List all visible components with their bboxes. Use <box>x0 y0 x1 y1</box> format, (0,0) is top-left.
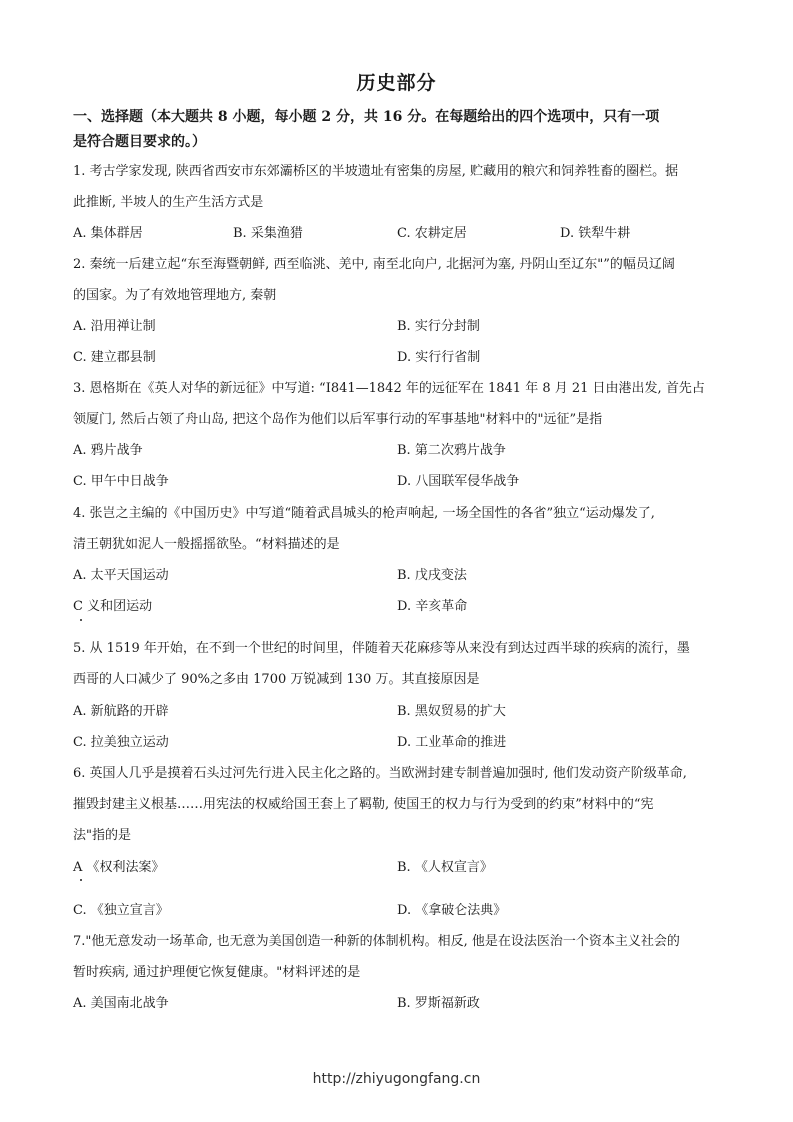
q7-stem-line2: 暂时疾病, 通过护理便它恢复健康。"材料评述的是 <box>73 965 361 980</box>
q6-stem-line3: 法"指的是 <box>73 828 131 843</box>
q6-stem-line2: 摧毁封建主义根基……用宪法的权威给国王套上了羁勒, 使国王的权力与行为受到的约束”材料中的“宪 <box>73 797 654 812</box>
q2-stem-line1: 2. 秦统一后建立起“东至海暨朝鲜, 西至临洮、羌中, 南至北向户, 北据河为塞, 丹阴山至辽东"”的幅员辽阔 <box>73 257 675 272</box>
q3-option-a: A. 鸦片战争 <box>73 443 143 458</box>
q2-stem-line2: 的国家。为了有效地管理地方, 秦朝 <box>73 288 277 303</box>
q3-stem-line2: 领厦门, 然后占领了舟山岛, 把这个岛作为他们以后军事行动的军事基地"材料中的"远征”是指 <box>73 412 603 427</box>
q1-option-c: C. 农耕定居 <box>397 226 467 241</box>
q4-option-b: B. 戊戌变法 <box>397 568 467 583</box>
q1-option-d: D. 铁犁牛耕 <box>560 226 631 241</box>
q5-stem-line1: 5. 从 1519 年开始，在不到一个世纪的时间里，伴随着天花麻疹等从来没有到达过西半球的疾病的流行，墨 <box>73 641 690 656</box>
q2-option-d: D. 实行行省制 <box>397 350 481 365</box>
q1-option-b: B. 采集渔猎 <box>233 226 303 241</box>
q5-option-c: C. 拉美独立运动 <box>73 735 169 750</box>
q1-stem-line1: 1. 考古学家发现, 陕西省西安市东郊灞桥区的半坡遗址有密集的房屋, 贮藏用的粮穴和饲养牲畜的圈栏。据 <box>73 164 679 179</box>
q5-option-a: A. 新航路的开辟 <box>73 704 169 719</box>
q7-option-b: B. 罗斯福新政 <box>397 996 480 1011</box>
q4-stem-line2: 清王朝犹如泥人一般摇摇欲坠。“材料描述的是 <box>73 537 340 552</box>
q5-option-b: B. 黑奴贸易的扩大 <box>397 704 506 719</box>
q6-option-a: A 《权利法案》 <box>73 860 165 875</box>
q4-option-a: A. 太平天国运动 <box>73 568 169 583</box>
q2-option-c: C. 建立郡县制 <box>73 350 156 365</box>
q3-stem-line1: 3. 恩格斯在《英人对华的新远征》中写道: “I841—1842 年的远征军在 1841 年 8 月 21 日由港出发, 首先占 <box>73 381 705 396</box>
q5-stem-line2: 西哥的人口减少了 90%之多由 1700 万锐减到 130 万。其直接原因是 <box>73 672 480 687</box>
q3-option-d: D. 八国联军侵华战争 <box>397 474 520 489</box>
q5-option-d: D. 工业革命的推进 <box>397 735 507 750</box>
q1-stem-line2: 此推断, 半坡人的生产生活方式是 <box>73 195 264 210</box>
q4-stem-line1: 4. 张岂之主编的《中国历史》中写道“随着武昌城头的枪声响起, 一场全国性的各省”独立“运动爆发了, <box>73 506 655 521</box>
q3-option-c: C. 甲午中日战争 <box>73 474 169 489</box>
stray-mark <box>80 879 82 881</box>
q3-option-b: B. 第二次鸦片战争 <box>397 443 506 458</box>
q6-option-d: D. 《拿破仑法典》 <box>397 903 507 918</box>
q7-stem-line1: 7."他无意发动一场革命, 也无意为美国创造一种新的体制机构。相反, 他是在设法医治一个资本主义社会的 <box>73 934 680 949</box>
stray-mark <box>80 619 82 621</box>
q7-option-a: A. 美国南北战争 <box>73 996 169 1011</box>
section-heading-line2: 是符合题目要求的。） <box>73 134 206 150</box>
q6-option-c: C. 《独立宣言》 <box>73 903 169 918</box>
q2-option-a: A. 沿用禅让制 <box>73 319 156 334</box>
q2-option-b: B. 实行分封制 <box>397 319 480 334</box>
q4-option-c: C 义和团运动 <box>73 599 153 614</box>
q6-option-b: B. 《人权宣言》 <box>397 860 493 875</box>
q1-option-a: A. 集体群居 <box>73 226 143 241</box>
section-heading-line1: 一、选择题（本大题共 8 小题，每小题 2 分，共 16 分。在每题给出的四个选项中，只有一项 <box>73 109 660 125</box>
q4-option-d: D. 辛亥革命 <box>397 599 468 614</box>
page-title: 历史部分 <box>356 72 437 94</box>
footer-url: http://zhiyugongfang.cn <box>312 1071 481 1087</box>
q6-stem-line1: 6. 英国人几乎是摸着石头过河先行进入民主化之路的。当欧洲封建专制普遍加强时, 他们发动资产阶级革命, <box>73 766 687 781</box>
